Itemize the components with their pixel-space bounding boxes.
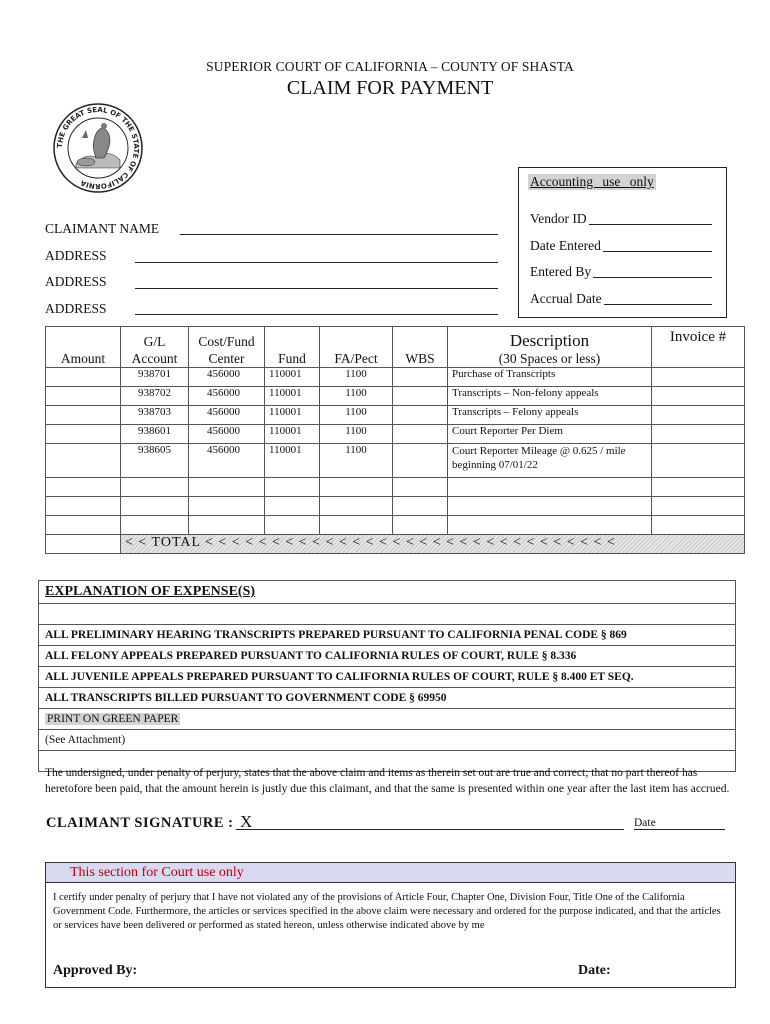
explanation-line: ALL PRELIMINARY HEARING TRANSCRIPTS PREPARED PURSUANT TO CALIFORNIA PENAL CODE § 869 (39, 625, 735, 646)
center-cell: 456000 (189, 406, 265, 425)
center-cell: 456000 (189, 425, 265, 444)
invoice-cell[interactable] (652, 444, 745, 478)
explanation-title: EXPLANATION OF EXPENSE(S) (39, 581, 735, 604)
invoice-cell[interactable] (652, 387, 745, 406)
table-row (46, 406, 745, 425)
table-row (46, 478, 745, 497)
fa-cell: 1100 (320, 406, 393, 425)
address-field-2[interactable] (135, 288, 498, 289)
header-costfund-center (189, 327, 265, 368)
header-description (448, 327, 652, 368)
table-row (46, 425, 745, 444)
explanation-line: ALL TRANSCRIPTS BILLED PURSUANT TO GOVERNMENT CODE § 69950 (39, 688, 735, 709)
description-cell: Purchase of Transcripts (448, 368, 652, 387)
amount-cell[interactable] (46, 368, 121, 387)
print-note: PRINT ON GREEN PAPER (47, 713, 179, 725)
signature-mark: X (240, 812, 253, 831)
header-description-note: (30 Spaces or less) (498, 351, 601, 366)
claimant-name-label: CLAIMANT NAME (45, 221, 160, 236)
description-cell: Transcripts – Felony appeals (448, 406, 652, 425)
amount-cell[interactable] (46, 387, 121, 406)
invoice-cell[interactable] (652, 425, 745, 444)
entered-by-label: Entered By (530, 264, 592, 279)
table-row (46, 387, 745, 406)
header-fund: Fund (265, 327, 320, 368)
header-amount: Amount (46, 327, 121, 368)
amount-cell[interactable] (46, 406, 121, 425)
address-label-1: ADDRESS (45, 248, 107, 263)
fund-cell: 110001 (265, 406, 320, 425)
header-fapect: FA/Pect (320, 327, 393, 368)
fa-cell: 1100 (320, 425, 393, 444)
description-cell: Transcripts – Non-felony appeals (448, 387, 652, 406)
attachment-note: (See Attachment) (39, 730, 735, 751)
header-description-label: Description (509, 331, 590, 350)
accrual-date-field[interactable] (530, 291, 712, 307)
vendor-id-label: Vendor ID (530, 211, 587, 226)
fund-cell: 110001 (265, 387, 320, 406)
amount-cell[interactable] (46, 516, 121, 535)
approval-date-label: Date: (578, 963, 611, 978)
entered-by-field[interactable] (530, 264, 712, 280)
accrual-date-label: Accrual Date (530, 291, 602, 306)
fund-cell: 110001 (265, 368, 320, 387)
amount-cell[interactable] (46, 425, 121, 444)
description-cell: Court Reporter Per Diem (448, 425, 652, 444)
gl-cell: 938605 (121, 444, 189, 478)
center-cell: 456000 (189, 368, 265, 387)
wbs-cell[interactable] (393, 425, 448, 444)
fund-cell: 110001 (265, 425, 320, 444)
total-row (46, 535, 745, 554)
date-entered-label: Date Entered (530, 238, 601, 253)
wbs-cell[interactable] (393, 406, 448, 425)
seal-text: THE GREAT SEAL OF THE STATE OF CALIFORNIA (55, 105, 141, 191)
fund-cell: 110001 (265, 444, 320, 478)
wbs-cell[interactable] (393, 444, 448, 478)
total-amount-cell[interactable] (46, 535, 121, 554)
address-label-2: ADDRESS (45, 274, 107, 289)
explanation-section (38, 580, 736, 772)
vendor-id-field[interactable] (530, 211, 712, 227)
perjury-statement: The undersigned, under penalty of perjury, states that the above claim and items as therein set out are true and correct; that no part thereof has heretofore been paid, that the amount herein is justly due this claimant, and that the same is presented within one year after the last item has accrued. (45, 767, 730, 795)
header-center: Center (208, 351, 245, 366)
amount-cell[interactable] (46, 444, 121, 478)
table-row (46, 444, 745, 478)
gl-cell: 938702 (121, 387, 189, 406)
claimant-name-field[interactable] (180, 234, 498, 235)
fa-cell: 1100 (320, 387, 393, 406)
claimant-signature-label: CLAIMANT SIGNATURE : (46, 815, 234, 831)
court-name: SUPERIOR COURT OF CALIFORNIA – COUNTY OF SHASTA (206, 59, 574, 74)
explanation-blank-line[interactable] (39, 604, 735, 625)
header-gl-account (121, 327, 189, 368)
amount-cell[interactable] (46, 478, 121, 497)
signature-field[interactable] (236, 829, 624, 830)
explanation-line: ALL JUVENILE APPEALS PREPARED PURSUANT TO CALIFORNIA RULES OF COURT, RULE § 8.400 ET SEQ. (39, 667, 735, 688)
table-row (46, 516, 745, 535)
approved-by-label: Approved By: (53, 963, 138, 978)
state-seal-icon (52, 102, 144, 194)
gl-cell: 938601 (121, 425, 189, 444)
certify-statement: I certify under penalty of perjury that I have not violated any of the provisions of Article Four, Chapter One, Division Four, Title One of the California Government Code. Furthermore, the articles or services specified in the above claim were necessary and ordered for the purpose indicated, and that the articles or services have been delivered or performed as stated hereon, unless otherwise indicated above by me (53, 892, 721, 931)
date-entered-field[interactable] (530, 238, 712, 254)
fa-cell: 1100 (320, 368, 393, 387)
header-wbs: WBS (393, 327, 448, 368)
table-row (46, 368, 745, 387)
gl-cell: 938701 (121, 368, 189, 387)
center-cell: 456000 (189, 444, 265, 478)
print-note-row (39, 709, 735, 730)
payment-table (45, 326, 745, 554)
court-use-heading: This section for Court use only (46, 863, 735, 883)
signature-date-field[interactable] (634, 829, 725, 830)
invoice-cell[interactable] (652, 368, 745, 387)
wbs-cell[interactable] (393, 368, 448, 387)
header-gl: G/L (143, 334, 166, 349)
accounting-heading: Accounting use only (530, 174, 654, 189)
invoice-cell[interactable] (652, 406, 745, 425)
page-title: CLAIM FOR PAYMENT (286, 77, 494, 99)
header-invoice: Invoice # (652, 327, 745, 368)
table-row (46, 497, 745, 516)
wbs-cell[interactable] (393, 387, 448, 406)
gl-cell: 938703 (121, 406, 189, 425)
fa-cell: 1100 (320, 444, 393, 478)
explanation-line: ALL FELONY APPEALS PREPARED PURSUANT TO CALIFORNIA RULES OF COURT, RULE § 8.336 (39, 646, 735, 667)
amount-cell[interactable] (46, 497, 121, 516)
center-cell: 456000 (189, 387, 265, 406)
header-costfund: Cost/Fund (198, 334, 255, 349)
header-account: Account (131, 351, 178, 366)
address-label-3: ADDRESS (45, 301, 107, 316)
address-field-3[interactable] (135, 314, 498, 315)
description-cell: Court Reporter Mileage @ 0.625 / mile beginning 07/01/22 (448, 444, 652, 478)
total-label: < < TOTAL < < < < < < < < < < < < < < < < < < < < < < < < < < < < < < < (121, 535, 745, 554)
address-field-1[interactable] (135, 262, 498, 263)
signature-date-label: Date (634, 817, 656, 829)
